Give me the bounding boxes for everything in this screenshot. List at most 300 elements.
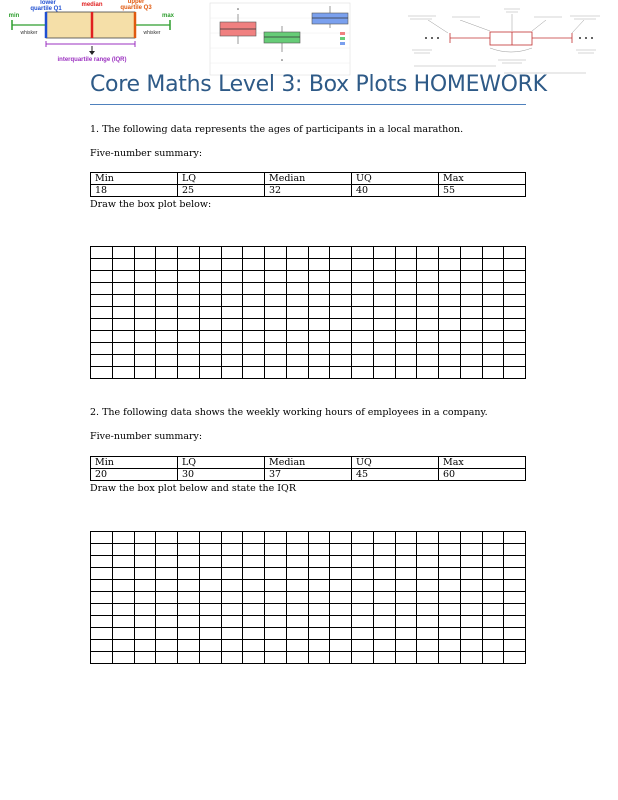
grid-cell bbox=[373, 271, 395, 283]
grid-cell bbox=[482, 568, 504, 580]
grid-cell bbox=[439, 367, 461, 379]
header-cell: Max bbox=[439, 457, 526, 469]
grid-cell bbox=[286, 532, 308, 544]
grid-cell bbox=[221, 355, 243, 367]
grid-cell bbox=[134, 271, 156, 283]
grid-cell bbox=[330, 652, 352, 664]
grid-cell bbox=[460, 259, 482, 271]
grid-cell bbox=[199, 592, 221, 604]
grid-cell bbox=[91, 247, 113, 259]
grid-cell bbox=[395, 271, 417, 283]
grid-cell bbox=[373, 580, 395, 592]
grid-cell bbox=[156, 331, 178, 343]
grid-cell bbox=[221, 319, 243, 331]
grid-cell bbox=[460, 355, 482, 367]
table-header-row bbox=[91, 173, 526, 185]
grid-cell bbox=[373, 367, 395, 379]
grid-cell bbox=[439, 343, 461, 355]
grid-cell bbox=[460, 592, 482, 604]
grid-cell bbox=[221, 616, 243, 628]
grid-cell bbox=[352, 616, 374, 628]
grid-cell bbox=[352, 367, 374, 379]
grid-cell bbox=[482, 259, 504, 271]
grid-cell bbox=[112, 592, 134, 604]
grid-cell bbox=[221, 295, 243, 307]
grid-cell bbox=[134, 331, 156, 343]
grid-cell bbox=[243, 259, 265, 271]
grid-row bbox=[91, 616, 526, 628]
grid-cell bbox=[91, 556, 113, 568]
grid-cell bbox=[352, 331, 374, 343]
grid-cell bbox=[265, 355, 287, 367]
grid-cell bbox=[112, 532, 134, 544]
grid-cell bbox=[199, 343, 221, 355]
grid-cell bbox=[221, 580, 243, 592]
grid-cell bbox=[112, 331, 134, 343]
grid-cell bbox=[352, 568, 374, 580]
grid-cell bbox=[91, 283, 113, 295]
q3-label-line1: upper bbox=[127, 0, 145, 5]
grid-cell bbox=[417, 544, 439, 556]
grid-cell bbox=[265, 295, 287, 307]
table-value-row bbox=[91, 185, 526, 197]
grid-cell bbox=[91, 592, 113, 604]
grid-cell bbox=[417, 592, 439, 604]
grid-cell bbox=[330, 604, 352, 616]
grid-cell bbox=[91, 307, 113, 319]
grid-row bbox=[91, 355, 526, 367]
grid-row bbox=[91, 532, 526, 544]
value-cell: 18 bbox=[91, 185, 178, 197]
grid-cell bbox=[308, 355, 330, 367]
grid-cell bbox=[178, 271, 200, 283]
grid-cell bbox=[134, 283, 156, 295]
question-2-drawing-grid bbox=[90, 531, 526, 664]
grid-cell bbox=[112, 247, 134, 259]
grid-cell bbox=[417, 652, 439, 664]
header-cell: LQ bbox=[178, 457, 265, 469]
question-1-summary-label: Five-number summary: bbox=[90, 148, 203, 159]
grid-cell bbox=[178, 355, 200, 367]
grid-cell bbox=[352, 628, 374, 640]
grid-cell bbox=[178, 343, 200, 355]
grid-cell bbox=[308, 343, 330, 355]
grid-cell bbox=[352, 295, 374, 307]
grid-row bbox=[91, 367, 526, 379]
grid-cell bbox=[91, 259, 113, 271]
grid-cell bbox=[417, 604, 439, 616]
grid-cell bbox=[265, 247, 287, 259]
grid-cell bbox=[199, 616, 221, 628]
grid-cell bbox=[134, 616, 156, 628]
grid-cell bbox=[308, 544, 330, 556]
grid-cell bbox=[330, 271, 352, 283]
grid-cell bbox=[460, 532, 482, 544]
grid-cell bbox=[373, 343, 395, 355]
grid-cell bbox=[265, 343, 287, 355]
grid-cell bbox=[352, 355, 374, 367]
grid-cell bbox=[308, 259, 330, 271]
grid-cell bbox=[373, 544, 395, 556]
title-underline bbox=[90, 104, 526, 105]
grid-cell bbox=[156, 283, 178, 295]
grid-cell bbox=[504, 628, 526, 640]
grid-cell bbox=[199, 544, 221, 556]
grid-row bbox=[91, 271, 526, 283]
value-cell: 37 bbox=[265, 469, 352, 481]
grid-cell bbox=[243, 640, 265, 652]
grid-row bbox=[91, 544, 526, 556]
grid-cell bbox=[199, 319, 221, 331]
grid-cell bbox=[352, 343, 374, 355]
grid-cell bbox=[134, 544, 156, 556]
grid-cell bbox=[178, 616, 200, 628]
grid-cell bbox=[395, 592, 417, 604]
grid-cell bbox=[395, 568, 417, 580]
grid-cell bbox=[243, 544, 265, 556]
grid-cell bbox=[417, 283, 439, 295]
grid-cell bbox=[373, 295, 395, 307]
grid-cell bbox=[221, 604, 243, 616]
grid-cell bbox=[417, 259, 439, 271]
grid-cell bbox=[91, 616, 113, 628]
grid-cell bbox=[221, 532, 243, 544]
max-label: max bbox=[161, 13, 175, 19]
grid-cell bbox=[395, 283, 417, 295]
grid-cell bbox=[373, 283, 395, 295]
grid-cell bbox=[243, 247, 265, 259]
grid-row bbox=[91, 592, 526, 604]
grid-cell bbox=[134, 580, 156, 592]
grid-cell bbox=[112, 271, 134, 283]
grid-cell bbox=[243, 628, 265, 640]
grid-cell bbox=[199, 652, 221, 664]
grid-cell bbox=[417, 367, 439, 379]
grid-cell bbox=[308, 640, 330, 652]
grid-cell bbox=[395, 295, 417, 307]
grid-cell bbox=[308, 592, 330, 604]
grid-cell bbox=[156, 367, 178, 379]
grid-cell bbox=[178, 628, 200, 640]
grid-cell bbox=[395, 343, 417, 355]
grid-cell bbox=[482, 628, 504, 640]
grid-cell bbox=[330, 592, 352, 604]
grid-cell bbox=[373, 628, 395, 640]
grid-cell bbox=[199, 640, 221, 652]
question-1-drawing-grid bbox=[90, 246, 526, 379]
iqr-label: interquartile range (IQR) bbox=[57, 57, 127, 63]
grid-cell bbox=[439, 592, 461, 604]
grid-cell bbox=[308, 628, 330, 640]
grid-cell bbox=[308, 319, 330, 331]
grid-cell bbox=[221, 331, 243, 343]
header-cell: UQ bbox=[352, 457, 439, 469]
table-header-row bbox=[91, 457, 526, 469]
grid-cell bbox=[91, 604, 113, 616]
grid-cell bbox=[221, 628, 243, 640]
grid-cell bbox=[330, 616, 352, 628]
grid-cell bbox=[395, 355, 417, 367]
grid-cell bbox=[221, 652, 243, 664]
grid-cell bbox=[330, 580, 352, 592]
grid-cell bbox=[460, 628, 482, 640]
grid-cell bbox=[221, 592, 243, 604]
question-1-text: 1. The following data represents the ages of participants in a local marathon. bbox=[90, 124, 464, 135]
grid-cell bbox=[417, 640, 439, 652]
grid-cell bbox=[352, 592, 374, 604]
grid-cell bbox=[395, 532, 417, 544]
grid-cell bbox=[504, 295, 526, 307]
grid-row bbox=[91, 247, 526, 259]
question-1-summary-table bbox=[90, 172, 526, 197]
grid-cell bbox=[417, 616, 439, 628]
grid-cell bbox=[439, 568, 461, 580]
grid-cell bbox=[482, 295, 504, 307]
grid-cell bbox=[482, 367, 504, 379]
grid-cell bbox=[330, 544, 352, 556]
grid-cell bbox=[286, 331, 308, 343]
grid-cell bbox=[504, 259, 526, 271]
boxplot-labelled-diagram bbox=[0, 0, 186, 72]
grid-cell bbox=[330, 367, 352, 379]
header-cell: Min bbox=[91, 457, 178, 469]
grid-cell bbox=[156, 568, 178, 580]
grid-cell bbox=[112, 604, 134, 616]
grid-cell bbox=[112, 283, 134, 295]
value-cell: 25 bbox=[178, 185, 265, 197]
grid-cell bbox=[417, 271, 439, 283]
grid-cell bbox=[417, 319, 439, 331]
grid-cell bbox=[395, 628, 417, 640]
grid-cell bbox=[91, 568, 113, 580]
grid-cell bbox=[352, 556, 374, 568]
grid-cell bbox=[265, 259, 287, 271]
grid-cell bbox=[417, 532, 439, 544]
grid-cell bbox=[156, 355, 178, 367]
grid-cell bbox=[221, 271, 243, 283]
grid-cell bbox=[156, 556, 178, 568]
grid-cell bbox=[265, 331, 287, 343]
question-1-instruction: Draw the box plot below: bbox=[90, 199, 212, 210]
grid-cell bbox=[199, 532, 221, 544]
grid-cell bbox=[243, 616, 265, 628]
grid-row bbox=[91, 295, 526, 307]
grid-cell bbox=[178, 532, 200, 544]
value-cell: 55 bbox=[439, 185, 526, 197]
grid-cell bbox=[178, 580, 200, 592]
grid-cell bbox=[417, 556, 439, 568]
grid-cell bbox=[439, 259, 461, 271]
grid-cell bbox=[308, 568, 330, 580]
grid-cell bbox=[308, 556, 330, 568]
grid-cell bbox=[286, 544, 308, 556]
grid-cell bbox=[439, 628, 461, 640]
grid-cell bbox=[482, 343, 504, 355]
question-2-summary-label: Five-number summary: bbox=[90, 431, 203, 442]
grid-cell bbox=[178, 295, 200, 307]
grid-cell bbox=[91, 652, 113, 664]
grid-cell bbox=[134, 592, 156, 604]
grid-cell bbox=[134, 640, 156, 652]
grid-cell bbox=[330, 259, 352, 271]
grid-cell bbox=[504, 580, 526, 592]
grid-cell bbox=[156, 580, 178, 592]
grid-cell bbox=[265, 271, 287, 283]
grid-cell bbox=[504, 283, 526, 295]
grid-cell bbox=[91, 319, 113, 331]
grid-cell bbox=[373, 556, 395, 568]
grid-cell bbox=[199, 580, 221, 592]
grid-cell bbox=[199, 283, 221, 295]
grid-cell bbox=[460, 283, 482, 295]
grid-cell bbox=[460, 544, 482, 556]
grid-cell bbox=[482, 556, 504, 568]
grid-cell bbox=[439, 295, 461, 307]
grid-cell bbox=[112, 307, 134, 319]
grid-cell bbox=[352, 580, 374, 592]
grid-cell bbox=[439, 556, 461, 568]
grid-cell bbox=[352, 307, 374, 319]
grid-cell bbox=[199, 259, 221, 271]
grid-cell bbox=[265, 640, 287, 652]
grid-cell bbox=[112, 295, 134, 307]
grid-cell bbox=[373, 259, 395, 271]
grid-cell bbox=[330, 295, 352, 307]
grid-cell bbox=[286, 259, 308, 271]
grid-cell bbox=[178, 283, 200, 295]
grid-cell bbox=[243, 319, 265, 331]
grid-cell bbox=[134, 532, 156, 544]
grid-cell bbox=[373, 307, 395, 319]
table-value-row bbox=[91, 469, 526, 481]
grid-cell bbox=[417, 628, 439, 640]
grid-cell bbox=[308, 616, 330, 628]
grid-cell bbox=[286, 247, 308, 259]
grid-cell bbox=[352, 532, 374, 544]
grid-row bbox=[91, 259, 526, 271]
whisker-right-label: whisker bbox=[143, 30, 161, 36]
grid-cell bbox=[178, 307, 200, 319]
grid-cell bbox=[156, 307, 178, 319]
grid-cell bbox=[134, 367, 156, 379]
grid-cell bbox=[504, 616, 526, 628]
grid-cell bbox=[156, 247, 178, 259]
grid-cell bbox=[112, 319, 134, 331]
grid-cell bbox=[330, 628, 352, 640]
grid-cell bbox=[395, 367, 417, 379]
grid-cell bbox=[373, 592, 395, 604]
question-2-text: 2. The following data shows the weekly working hours of employees in a company. bbox=[90, 407, 488, 418]
grid-cell bbox=[91, 271, 113, 283]
grid-cell bbox=[439, 283, 461, 295]
grid-cell bbox=[504, 331, 526, 343]
value-cell: 45 bbox=[352, 469, 439, 481]
grid-cell bbox=[156, 592, 178, 604]
grid-cell bbox=[199, 628, 221, 640]
grid-cell bbox=[265, 283, 287, 295]
grid-cell bbox=[243, 604, 265, 616]
grid-cell bbox=[178, 556, 200, 568]
grid-cell bbox=[156, 544, 178, 556]
grid-cell bbox=[221, 259, 243, 271]
header-cell: Median bbox=[265, 457, 352, 469]
grid-cell bbox=[243, 532, 265, 544]
grid-cell bbox=[91, 640, 113, 652]
grid-cell bbox=[221, 556, 243, 568]
grid-cell bbox=[439, 652, 461, 664]
grid-cell bbox=[330, 307, 352, 319]
grid-cell bbox=[178, 592, 200, 604]
grid-cell bbox=[178, 319, 200, 331]
grid-cell bbox=[504, 307, 526, 319]
grid-cell bbox=[482, 616, 504, 628]
grid-cell bbox=[199, 295, 221, 307]
grid-cell bbox=[373, 616, 395, 628]
grid-row bbox=[91, 580, 526, 592]
grid-cell bbox=[112, 568, 134, 580]
grid-cell bbox=[265, 532, 287, 544]
question-2-instruction: Draw the box plot below and state the IQR bbox=[90, 483, 296, 494]
grid-cell bbox=[221, 283, 243, 295]
header-cell: UQ bbox=[352, 173, 439, 185]
grid-cell bbox=[91, 343, 113, 355]
header-cell: Min bbox=[91, 173, 178, 185]
grid-cell bbox=[460, 295, 482, 307]
header-cell: Median bbox=[265, 173, 352, 185]
grid-cell bbox=[439, 616, 461, 628]
grid-cell bbox=[417, 568, 439, 580]
legend bbox=[340, 32, 345, 45]
grid-cell bbox=[460, 604, 482, 616]
grid-row bbox=[91, 640, 526, 652]
grid-cell bbox=[460, 247, 482, 259]
grid-cell bbox=[417, 307, 439, 319]
grid-cell bbox=[308, 532, 330, 544]
grid-cell bbox=[156, 628, 178, 640]
grid-cell bbox=[199, 604, 221, 616]
grid-cell bbox=[482, 604, 504, 616]
grid-cell bbox=[265, 544, 287, 556]
grid-cell bbox=[156, 604, 178, 616]
grid-cell bbox=[199, 307, 221, 319]
grid-row bbox=[91, 556, 526, 568]
grid-cell bbox=[112, 259, 134, 271]
grid-cell bbox=[482, 331, 504, 343]
grid-cell bbox=[243, 556, 265, 568]
grid-row bbox=[91, 331, 526, 343]
grid-cell bbox=[178, 640, 200, 652]
grid-cell bbox=[439, 604, 461, 616]
grid-cell bbox=[482, 580, 504, 592]
grid-cell bbox=[286, 367, 308, 379]
grid-cell bbox=[482, 592, 504, 604]
grid-cell bbox=[482, 307, 504, 319]
grid-cell bbox=[134, 355, 156, 367]
grid-cell bbox=[243, 367, 265, 379]
grid-cell bbox=[482, 544, 504, 556]
value-cell: 20 bbox=[91, 469, 178, 481]
grid-cell bbox=[91, 628, 113, 640]
grid-row bbox=[91, 343, 526, 355]
grid-cell bbox=[330, 331, 352, 343]
grid-cell bbox=[330, 568, 352, 580]
grid-cell bbox=[265, 568, 287, 580]
grid-cell bbox=[91, 331, 113, 343]
grid-cell bbox=[308, 247, 330, 259]
grid-cell bbox=[330, 247, 352, 259]
grid-cell bbox=[330, 283, 352, 295]
grid-cell bbox=[156, 271, 178, 283]
